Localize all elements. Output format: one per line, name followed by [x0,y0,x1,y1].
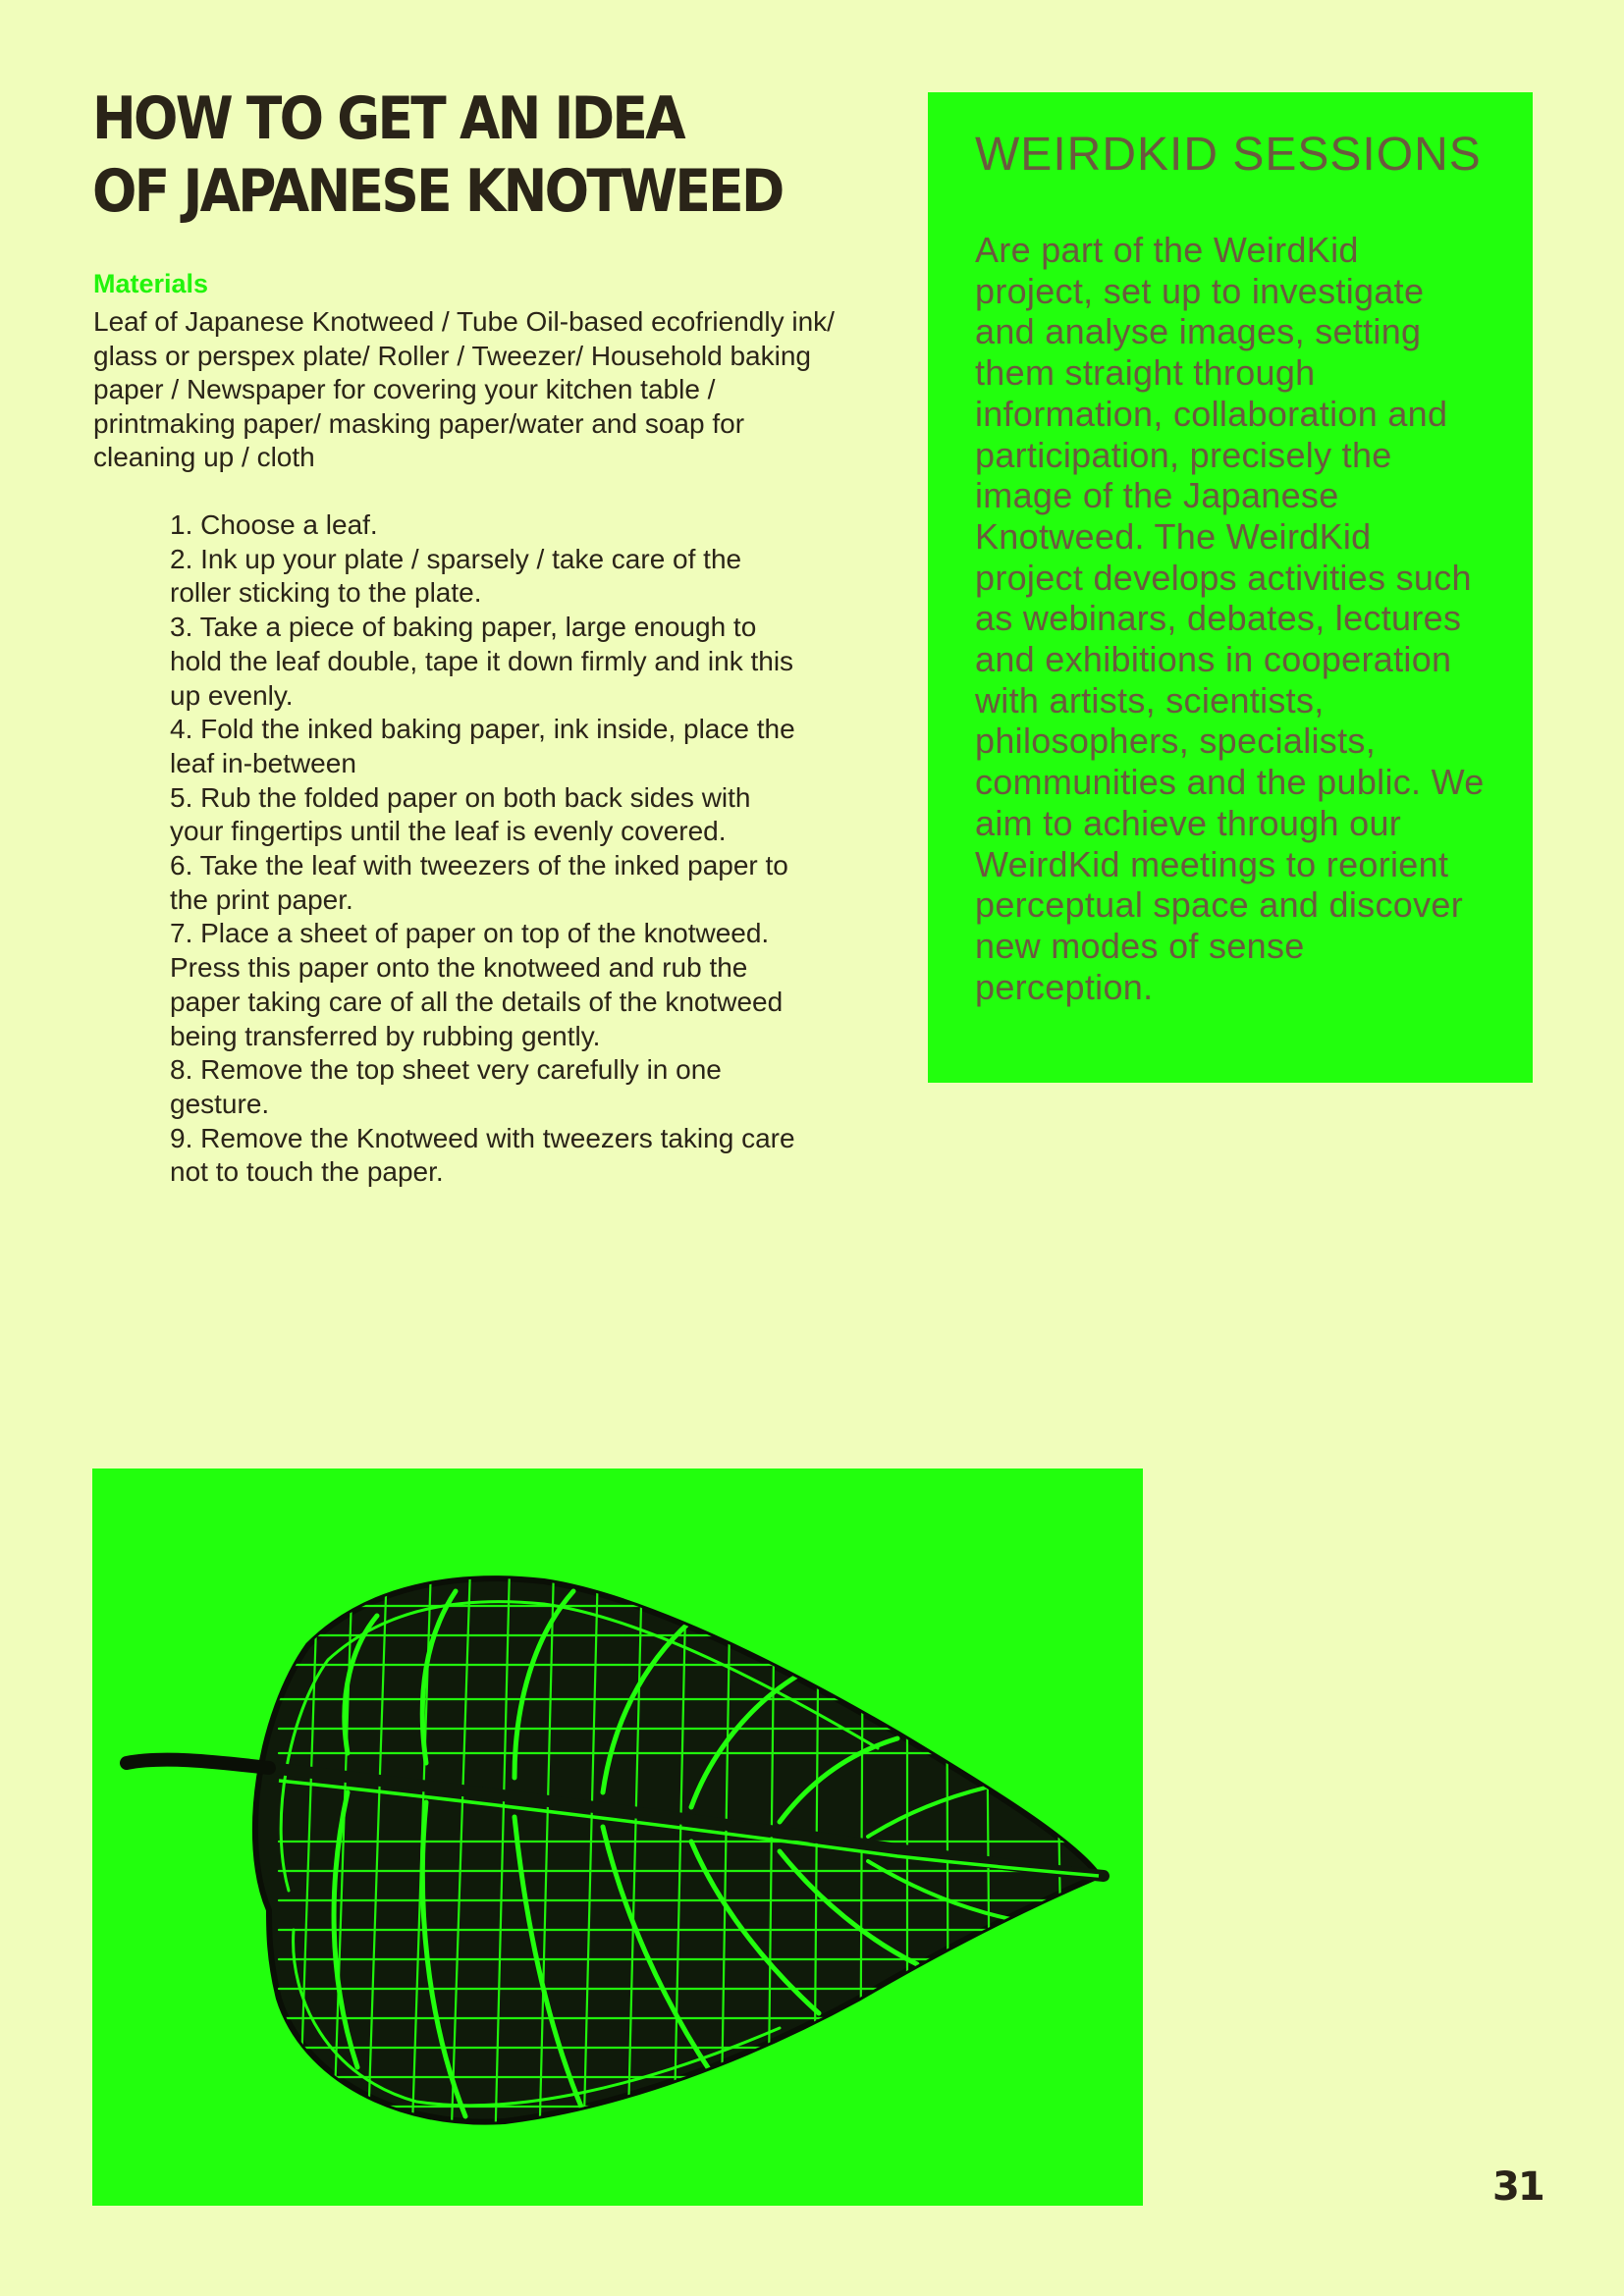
step-item: 4. Fold the inked baking paper, ink inside, place the leaf in-between [170,714,795,778]
step-item: 1. Choose a leaf. [170,509,378,540]
step-item: 6. Take the leaf with tweezers of the inked paper to the print paper. [170,850,788,915]
instruction-steps [170,508,798,1190]
weirdkid-sessions-panel [928,92,1533,1083]
page-title [92,82,827,228]
step-item: 2. Ink up your plate / sparsely / take care of the roller sticking to the plate. [170,543,742,609]
materials-list: Leaf of Japanese Knotweed / Tube Oil-based ecofriendly ink/ glass or perspex plate/ Roller / Tweezer/ Household baking paper / Newspaper for covering your kitchen table / printmaking paper/ masking paper/water and soap for cleaning up / cloth [93,306,835,472]
page-number: 31 [1492,2164,1543,2210]
step-item: 5. Rub the folded paper on both back sides with your fingertips until the leaf is evenly covered. [170,781,751,847]
leaf-print-figure [92,1468,1143,2206]
step-item: 7. Place a sheet of paper on top of the knotweed. Press this paper onto the knotweed and rub the paper taking care of all the details of the knotweed being transferred by rubbing gently. [170,918,784,1051]
step-item: 9. Remove the Knotweed with tweezers taking care not to touch the paper. [170,1122,795,1188]
step-item: 8. Remove the top sheet very carefully in one gesture. [170,1054,722,1119]
panel-body: Are part of the WeirdKid project, set up to investigate and analyse images, setting them straight through information, collaboration and participation, precisely the image of the Japanese Knotweed. The WeirdKid project develops activities such as webinars, debates, lectures and exhibitions in cooperation with artists, scientists, philosophers, specialists, communities and the public. We aim to achieve through our WeirdKid meetings to reorient perceptual space and discover new modes of sense perception. [975,230,1485,1007]
title-line-1: HOW TO GET AN IDEA [92,84,683,153]
title-line-2: OF JAPANESE KNOTWEED [92,157,783,226]
knotweed-leaf-print-icon [92,1468,1143,2206]
step-item: 3. Take a piece of baking paper, large enough to hold the leaf double, tape it down firmly and ink this up evenly. [170,612,794,711]
panel-title: WEIRDKID SESSIONS [975,129,1482,181]
materials-label: Materials [93,269,209,298]
